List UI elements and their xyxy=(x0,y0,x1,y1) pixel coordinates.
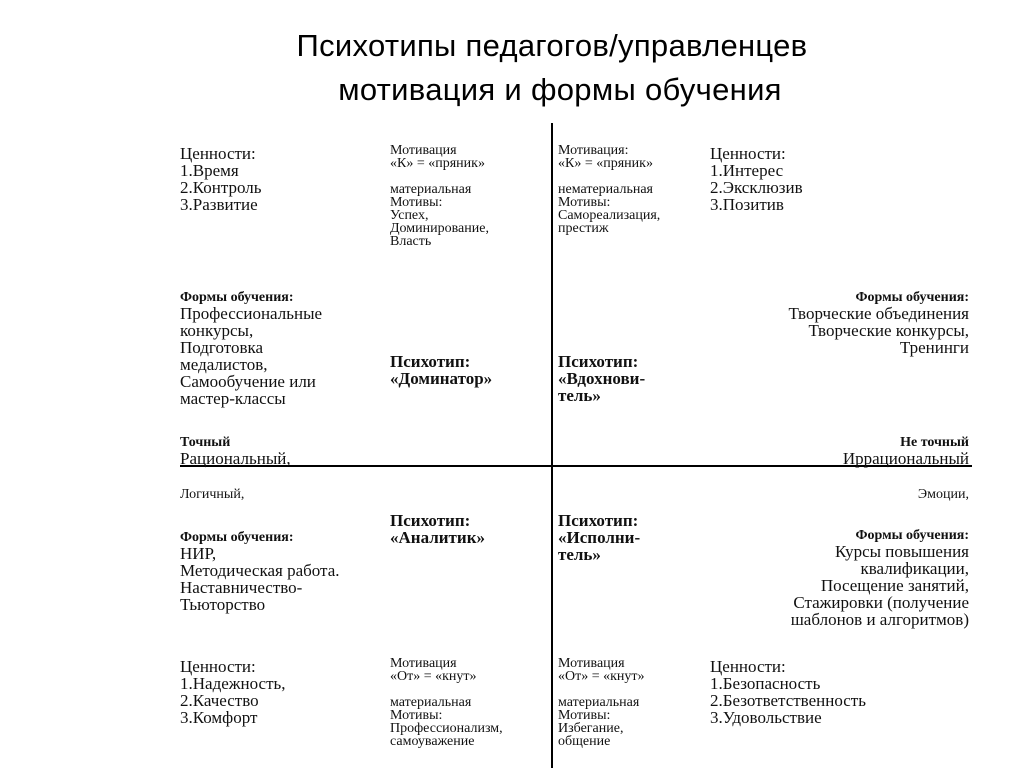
inspirer-forms: Творческие объединения Творческие конкурсы, Тренинги xyxy=(788,304,969,357)
page-title: Психотипы педагогов/управленцев xyxy=(296,28,808,63)
vertical-axis-divider xyxy=(551,123,553,768)
inaccurate-axis-label: Не точный xyxy=(900,435,969,450)
logical-axis-label: Логичный, xyxy=(180,487,245,502)
analyst-motivation: Мотивация «От» = «кнут» материальная Мотивы: Профессионализм, самоуважение xyxy=(390,656,503,749)
executor-motivation: Мотивация «От» = «кнут» материальная Мотивы: Избегание, общение xyxy=(558,656,645,749)
executor-psychotype: Психотип: «Исполни- тель» xyxy=(558,511,641,564)
inspirer-values: Ценности: 1.Интерес 2.Эксклюзив 3.Позитив xyxy=(710,144,803,214)
dominator-forms-heading: Формы обучения: xyxy=(180,290,294,305)
dominator-forms: Профессиональные конкурсы, Подготовка медалистов, Самообучение или мастер-классы xyxy=(180,304,323,408)
inspirer-psychotype: Психотип: «Вдохнови- тель» xyxy=(558,352,646,405)
inspirer-forms-heading: Формы обучения: xyxy=(855,290,969,305)
inspirer-motivation: Мотивация: «К» = «пряник» нематериальная Мотивы: Самореализация, престиж xyxy=(558,143,661,236)
dominator-motivation: Мотивация «К» = «пряник» материальная Мотивы: Успех, Доминирование, Власть xyxy=(390,143,489,249)
analyst-values: Ценности: 1.Надежность, 2.Качество 3.Комфорт xyxy=(180,657,286,727)
dominator-psychotype: Психотип: «Доминатор» xyxy=(390,352,493,388)
executor-forms-heading: Формы обучения: xyxy=(855,528,969,543)
rational-axis-label: Рациональный, xyxy=(180,449,291,468)
executor-values: Ценности: 1.Безопасность 2.Безответственность 3.Удовольствие xyxy=(710,657,866,727)
analyst-forms: НИР, Методическая работа. Наставничество- Тьюторство xyxy=(180,544,340,614)
irrational-axis-label: Иррациональный xyxy=(842,449,969,468)
page-subtitle: мотивация и формы обучения xyxy=(338,72,782,107)
analyst-forms-heading: Формы обучения: xyxy=(180,530,294,545)
accurate-axis-label: Точный xyxy=(180,435,231,450)
executor-forms: Курсы повышения квалификации, Посещение занятий, Стажировки (получение шаблонов и алгоритмов) xyxy=(790,542,969,629)
dominator-values: Ценности: 1.Время 2.Контроль 3.Развитие xyxy=(180,144,262,214)
analyst-psychotype: Психотип: «Аналитик» xyxy=(390,511,485,547)
emotions-axis-label: Эмоции, xyxy=(917,487,969,502)
